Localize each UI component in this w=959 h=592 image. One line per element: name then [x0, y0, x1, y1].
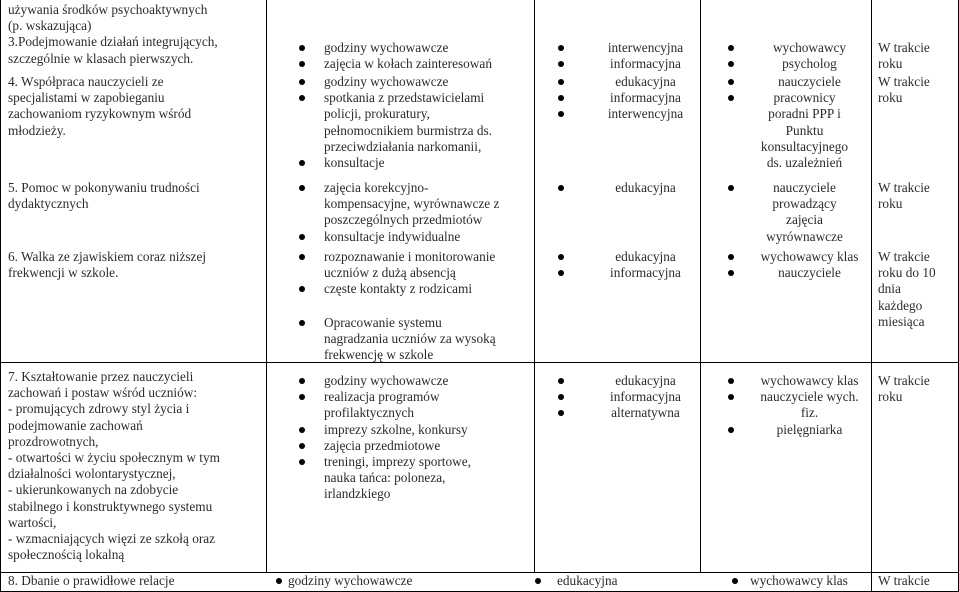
row6-strategy	[533, 573, 693, 589]
row5-task-line: 7. Kształtowanie przez nauczycieli	[8, 369, 194, 384]
row1-task-line: szczególnie w klasach pierwszych.	[8, 50, 194, 66]
row6-form-item: godziny wychowawcze	[274, 573, 524, 589]
row5-deadline-line: W trakcie	[878, 373, 930, 388]
row1-responsible-item: wychowawcy	[726, 40, 866, 56]
row2-strategy-item: interwencyjna	[556, 106, 708, 122]
row3-responsible	[726, 180, 866, 245]
row1-form-item: zajęcia w kołach zainteresowań	[297, 56, 527, 72]
row2-task-line: 4. Współpraca nauczycieli ze	[8, 74, 164, 89]
table-border-col4	[871, 0, 872, 592]
row4-form-item: Opracowanie systemu nagradzania uczniów za wysoką frekwencję w szkole	[297, 315, 527, 364]
row2-deadline-line: roku	[878, 90, 903, 106]
row3-task-line: dydaktycznych	[8, 196, 89, 212]
row2-strategy-item: edukacyjna	[556, 74, 708, 90]
row1-responsible	[726, 40, 866, 72]
row4-forms	[297, 249, 527, 363]
row5-task-line: podejmowanie zachowań	[8, 417, 143, 433]
row2-responsible-item: pracownicy poradni PPP i Punktu konsultacyjnego ds. uzależnień	[726, 90, 866, 171]
row4-deadline-line: dnia	[878, 281, 901, 297]
row5-task-line: - ukierunkowanych na zdobycie	[8, 482, 179, 498]
row1-task-line: 3.Podejmowanie działań integrujących,	[8, 34, 218, 50]
row5-task-line: stabilnego i konstruktywnego systemu	[8, 498, 213, 514]
row3-strategy-item: edukacyjna	[556, 180, 708, 196]
row5-form-item: imprezy szkolne, konkursy	[297, 422, 527, 438]
row2-task-line: młodzieży.	[8, 122, 66, 138]
row5-task-line: - promujących zdrowy styl życia i	[8, 401, 190, 417]
row3-task	[8, 180, 273, 212]
row4-strategy-item: informacyjna	[556, 265, 708, 281]
row3-deadline-line: roku	[878, 196, 903, 212]
row5-forms	[297, 373, 527, 503]
row4-strategy	[556, 249, 708, 281]
row5-form-item: realizacja programów profilaktycznych	[297, 389, 527, 421]
row4-form-item: rozpoznawanie i monitorowanie uczniów z dużą absencją	[297, 249, 527, 281]
row5-deadline	[878, 373, 954, 405]
row2-responsible	[726, 74, 866, 171]
row2-forms	[297, 74, 527, 171]
row2-task-line: specjalistami w zapobieganiu	[8, 90, 165, 106]
row5-form-item: zajęcia przedmiotowe	[297, 438, 527, 454]
row5-task-line: zachowań i postaw wśród uczniów:	[8, 385, 198, 401]
row5-task-line: - wzmacniających więzi ze szkołą oraz	[8, 531, 216, 547]
row5-strategy-item: edukacyjna	[556, 373, 708, 389]
row1-task	[8, 2, 273, 67]
row6-task	[8, 573, 268, 589]
row5-strategy-item: informacyjna	[556, 389, 708, 405]
row3-responsible-item: nauczyciele prowadzący zajęcia wyrównawcze	[726, 180, 866, 245]
row6-strategy-item: edukacyjna	[533, 573, 693, 589]
row2-task-line: zachowaniom ryzykownym wśród	[8, 106, 192, 122]
row2-form-item: spotkania z przedstawicielami policji, prokuratury, pełnomocnikiem burmistrza ds. przeciwdziałania narkomanii,	[297, 90, 527, 155]
row1-deadline-line: W trakcie	[878, 40, 930, 55]
row1-strategy-item: informacyjna	[556, 56, 708, 72]
row2-form-item: godziny wychowawcze	[297, 74, 527, 90]
row5-responsible-item: pielęgniarka	[726, 422, 866, 438]
row4-responsible-item: nauczyciele	[726, 265, 866, 281]
row6-task-line: 8. Dbanie o prawidłowe relacje	[8, 573, 175, 588]
row3-forms	[297, 180, 527, 245]
row4-deadline-line: miesiąca	[878, 313, 925, 329]
row2-strategy	[556, 74, 708, 123]
row4-task-line: frekwencji w szkole.	[8, 265, 119, 281]
row1-forms	[297, 40, 527, 72]
row1-responsible-item: psycholog	[726, 56, 866, 72]
row5-strategy-item: alternatywna	[556, 405, 708, 421]
row4-form-item: częste kontakty z rodzicami	[297, 281, 527, 297]
row6-forms	[274, 573, 524, 589]
row2-deadline-line: W trakcie	[878, 74, 930, 89]
row3-form-item: zajęcia korekcyjno-kompensacyjne, wyrównawcze z poszczególnych przedmiotów	[297, 180, 527, 229]
row3-deadline-line: W trakcie	[878, 180, 930, 195]
table-border-col2	[534, 0, 535, 573]
row4-responsible	[726, 249, 866, 281]
row5-task-line: - otwartości w życiu społecznym w tym	[8, 450, 220, 466]
row5-task-line: prozdrowotnych,	[8, 433, 99, 449]
row3-strategy	[556, 180, 708, 196]
row5-form-item: godziny wychowawcze	[297, 373, 527, 389]
row4-deadline	[878, 249, 954, 330]
table-border-left	[0, 0, 1, 592]
row6-responsible	[730, 573, 868, 589]
row4-deadline-line: roku do 10	[878, 265, 936, 281]
row3-task-line: 5. Pomoc w pokonywaniu trudności	[8, 180, 200, 195]
row1-task-line: (p. wskazująca)	[8, 18, 92, 34]
row1-deadline	[878, 40, 954, 72]
row5-strategy	[556, 373, 708, 422]
row2-task	[8, 74, 273, 139]
row4-task-line: 6. Walka ze zjawiskiem coraz niższej	[8, 249, 207, 264]
row4-deadline-line: każdego	[878, 297, 923, 313]
row5-task-line: społecznością lokalną	[8, 547, 125, 563]
row2-deadline	[878, 74, 954, 106]
row6-responsible-item: wychowawcy klas	[730, 573, 868, 589]
row4-strategy-item: edukacyjna	[556, 249, 708, 265]
row4-responsible-item: wychowawcy klas	[726, 249, 866, 265]
row1-deadline-line: roku	[878, 56, 903, 72]
row1-task-line: używania środków psychoaktywnych	[8, 2, 208, 17]
row2-form-item: konsultacje	[297, 155, 527, 171]
row5-task-line: wartości,	[8, 514, 57, 530]
row1-strategy-item: interwencyjna	[556, 40, 708, 56]
row3-form-item: konsultacje indywidualne	[297, 229, 527, 245]
row5-responsible-item: nauczyciele wych. fiz.	[726, 389, 866, 421]
row2-responsible-item: nauczyciele	[726, 74, 866, 90]
row5-responsible-item: wychowawcy klas	[726, 373, 866, 389]
row4-task	[8, 249, 273, 281]
row1-strategy	[556, 40, 708, 72]
row5-form-item: treningi, imprezy sportowe, nauka tańca: poloneza, irlandzkiego	[297, 454, 527, 503]
row2-strategy-item: informacyjna	[556, 90, 708, 106]
row5-task	[8, 369, 273, 563]
row5-responsible	[726, 373, 866, 438]
row1-form-item: godziny wychowawcze	[297, 40, 527, 56]
row6-deadline-line: W trakcie	[878, 573, 930, 588]
row5-task-line: działalności wolontarystycznej,	[8, 466, 176, 482]
row6-deadline	[878, 573, 954, 589]
row4-deadline-line: W trakcie	[878, 249, 930, 264]
row3-deadline	[878, 180, 954, 212]
row5-deadline-line: roku	[878, 389, 903, 405]
